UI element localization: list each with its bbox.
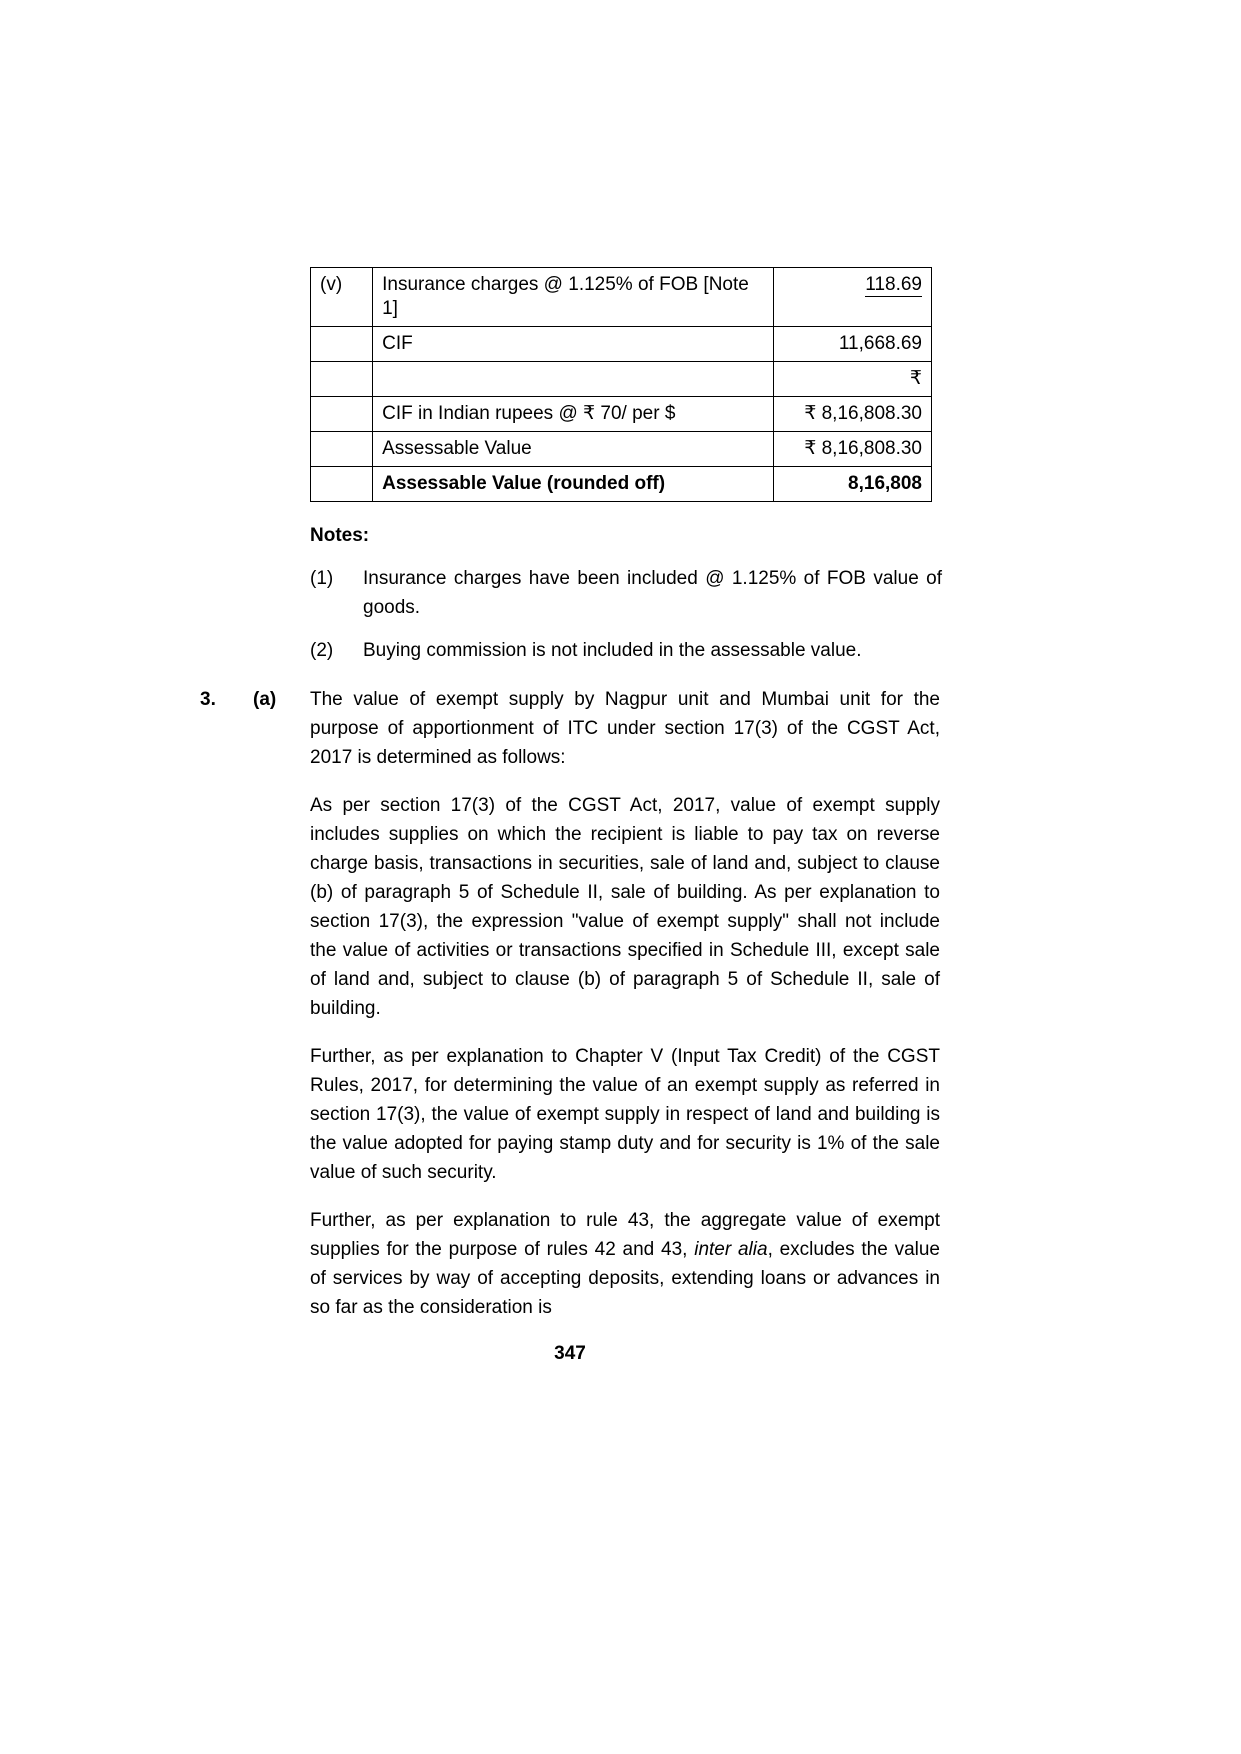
note-item: [310, 564, 942, 622]
row-amount-cell: ₹ 8,16,808.30: [773, 397, 931, 432]
note-text: Buying commission is not included in the assessable value.: [363, 640, 862, 661]
page-number: 347: [554, 1343, 586, 1364]
section-letter: (a): [253, 689, 277, 710]
underlined-amount: 118.69: [865, 274, 922, 295]
row-label-cell: [311, 327, 373, 362]
italic-phrase: inter alia: [694, 1239, 768, 1260]
row-label-cell: [311, 397, 373, 432]
note-text: Insurance charges have been included @ 1.125% of FOB value of goods.: [363, 568, 942, 618]
row-description-cell: [373, 362, 774, 397]
note-item: [310, 636, 942, 665]
table-row: [311, 327, 932, 362]
section-3a: [200, 685, 940, 1341]
paragraph-text: Further, as per explanation to rule 43, the aggregate value of exempt supplies for the purpose of rules 42 and 43,: [310, 1210, 940, 1260]
row-label-cell: [311, 467, 373, 502]
row-amount-cell: [773, 268, 931, 327]
row-label-cell: (v): [311, 268, 373, 327]
document-content: [200, 267, 940, 1341]
note-number: (1): [310, 568, 334, 589]
row-label-cell: [311, 432, 373, 467]
row-currency-cell: ₹: [773, 362, 931, 397]
table-row: [311, 268, 932, 327]
row-amount-cell: 11,668.69: [773, 327, 931, 362]
notes-block: [310, 521, 942, 665]
cif-valuation-table: [310, 267, 932, 502]
row-description-cell: Assessable Value (rounded off): [373, 467, 774, 502]
row-description-cell: CIF: [373, 327, 774, 362]
table-row: [311, 397, 932, 432]
row-amount-cell: ₹ 8,16,808.30: [773, 432, 931, 467]
note-number: (2): [310, 640, 334, 661]
row-description-cell: Assessable Value: [373, 432, 774, 467]
paragraph-text: , excludes the value of services by way of accepting deposits, extending loans or advances in so far as the consideration is: [310, 1239, 940, 1318]
row-description-cell: CIF in Indian rupees @ ₹ 70/ per $: [373, 397, 774, 432]
row-amount-cell: 8,16,808: [773, 467, 931, 502]
body-paragraph: As per section 17(3) of the CGST Act, 2017, value of exempt supply includes supplies on which the recipient is liable to pay tax on reverse charge basis, transactions in securities, sale of land and, subject to clause (b) of paragraph 5 of Schedule II, sale of building. As per explanation to section 17(3), the expression "value of exempt supply" shall not include the value of activities or transactions specified in Schedule III, except sale of land and, subject to clause (b) of paragraph 5 of Schedule II, sale of building.: [310, 795, 940, 1019]
row-label-cell: [311, 362, 373, 397]
table-row-total: [311, 467, 932, 502]
row-description-cell: Insurance charges @ 1.125% of FOB [Note 1]: [373, 268, 774, 327]
section-body: [310, 685, 940, 1341]
valuation-table-wrap: [310, 267, 932, 502]
table-row: [311, 362, 932, 397]
section-number: 3.: [200, 689, 216, 710]
notes-heading: Notes:: [310, 525, 370, 546]
body-paragraph: [310, 1206, 940, 1322]
body-paragraph: Further, as per explanation to Chapter V (Input Tax Credit) of the CGST Rules, 2017, for determining the value of an exempt supply as referred in section 17(3), the value of exempt supply in respect of land and building is the value adopted for paying stamp duty and for security is 1% of the sale value of such security.: [310, 1046, 940, 1183]
table-row: [311, 432, 932, 467]
section-intro-paragraph: The value of exempt supply by Nagpur unit and Mumbai unit for the purpose of apportionment of ITC under section 17(3) of the CGST Act, 2017 is determined as follows:: [310, 689, 940, 768]
